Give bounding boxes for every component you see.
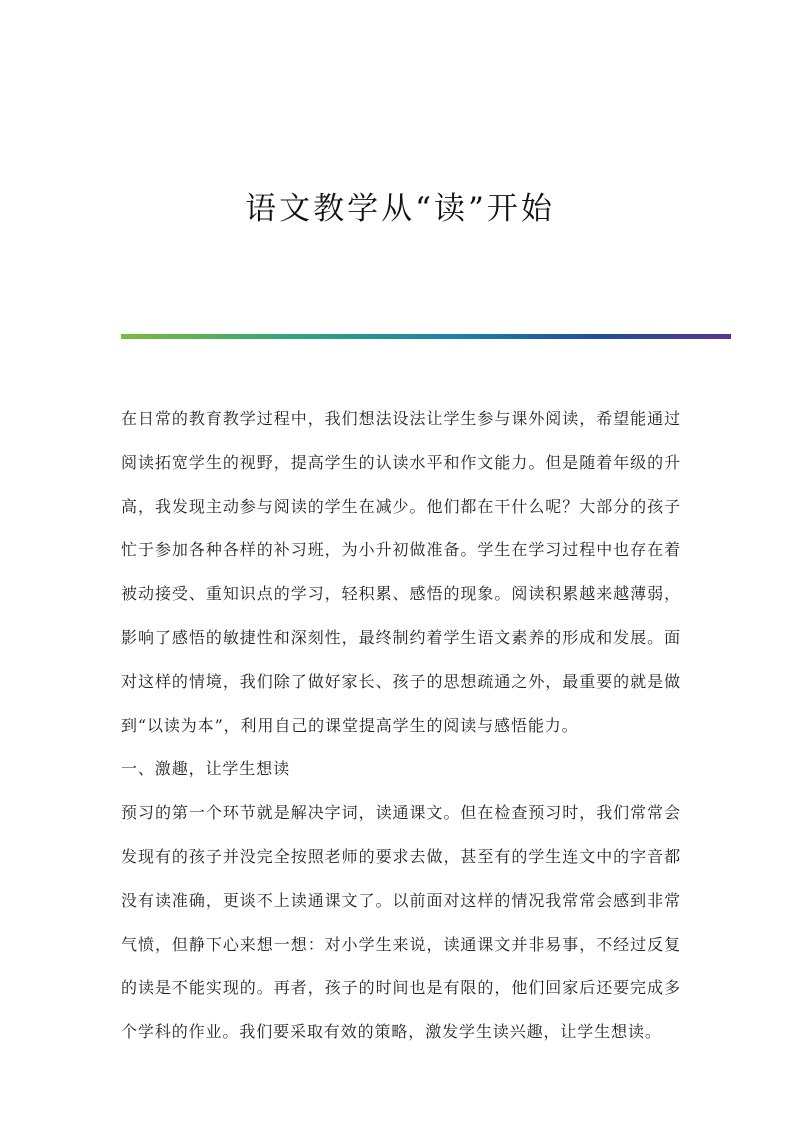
page-title: 语文教学从“读”开始 — [245, 191, 555, 227]
document-body — [121, 397, 681, 1054]
title-divider — [121, 334, 731, 339]
intro-paragraph: 在日常的教育教学过程中，我们想法设法让学生参与课外阅读，希望能通过阅读拓宽学生的视野，提高学生的认读水平和作文能力。但是随着年级的升高，我发现主动参与阅读的学生在减少。他们都在干什么呢？大部分的孩子忙于参加各种各样的补习班，为小升初做准备。学生在学习过程中也存在着被动接受、重知识点的学习，轻积累、感悟的现象。阅读积累越来越薄弱，影响了感悟的敏捷性和深刻性，最终制约着学生语文素养的形成和发展。面对这样的情境，我们除了做好家长、孩子的思想疏通之外，最重要的就是做到“以读为本”，利用自己的课堂提高学生的阅读与感悟能力。 — [121, 409, 681, 735]
section-paragraph: 预习的第一个环节就是解决字词，读通课文。但在检查预习时，我们常常会发现有的孩子并没完全按照老师的要求去做，甚至有的学生连文中的字音都没有读准确，更谈不上读通课文了。以前面对这样的情况我常常会感到非常气愤，但静下心来想一想：对小学生来说，读通课文并非易事，不经过反复的读是不能实现的。再者，孩子的时间也是有限的，他们回家后还要完成多个学科的作业。我们要采取有效的策略，激发学生读兴趣，让学生想读。 — [121, 803, 681, 1042]
section-heading: 一、激趣，让学生想读 — [121, 759, 291, 779]
